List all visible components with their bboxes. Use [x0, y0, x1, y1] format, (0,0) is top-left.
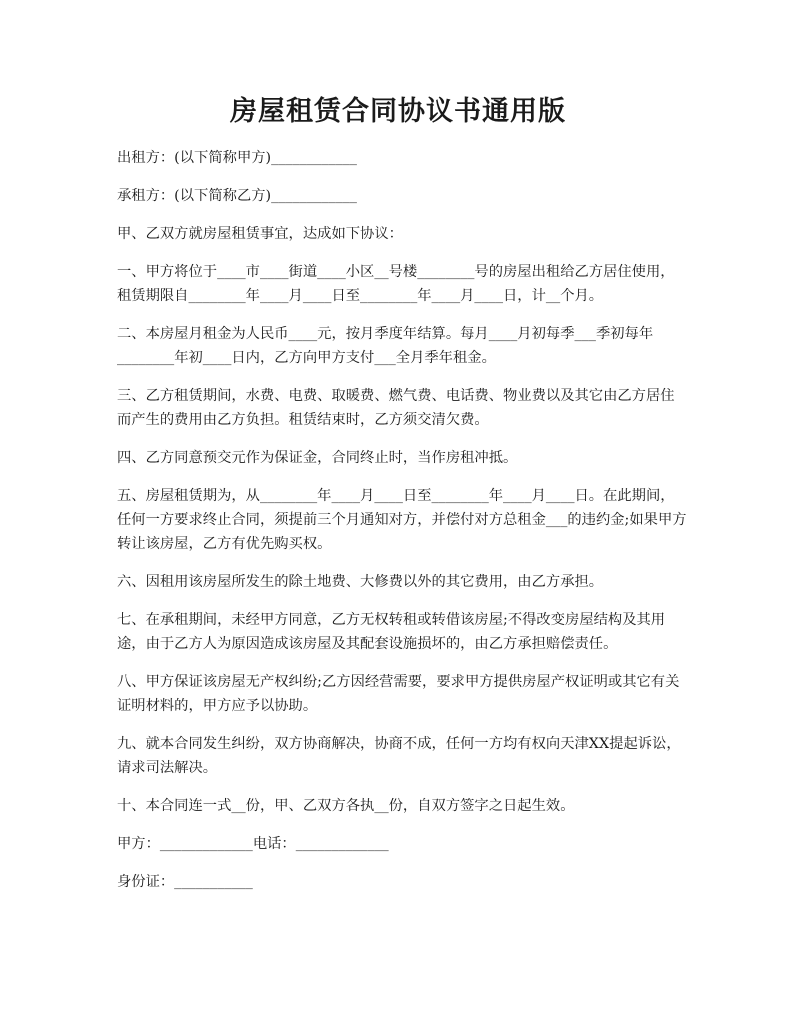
lessor-line: 出租方：(以下简称甲方)____________ — [117, 150, 357, 166]
clause-7: 七、在承租期间，未经甲方同意，乙方无权转租或转借该房屋;不得改变房屋结构及其用途，由于乙方人为原因造成该房屋及其配套设施损坏的，由乙方承担赔偿责任。 — [117, 612, 666, 652]
clause-10: 十、本合同连一式__份，甲、乙双方各执__份，自双方签字之日起生效。 — [117, 798, 575, 814]
clause-5: 五、房屋租赁期为，从________年____月____日至________年____月____日。在此期间，任何一方要求终止合同，须提前三个月通知对方，并偿付对方总租金___的违约金;如果甲方转让该房屋，乙方有优先购买权。 — [117, 488, 687, 552]
clause-1: 一、甲方将位于____市____街道____小区__号楼________号的房屋出租给乙方居住使用，租赁期限自________年____月____日至________年____月____日，计__个月。 — [117, 264, 675, 304]
document-body — [117, 146, 687, 908]
document-title: 房屋租赁合同协议书通用版 — [230, 96, 566, 127]
clause-8: 八、甲方保证该房屋无产权纠纷;乙方因经营需要，要求甲方提供房屋产权证明或其它有关证明材料的，甲方应予以协助。 — [117, 674, 680, 714]
clause-2: 二、本房屋月租金为人民币____元，按月季度年结算。每月____月初每季___季初每年________年初____日内，乙方向甲方支付___全月季年租金。 — [117, 326, 654, 366]
party-a-signature-line: 甲方：_____________电话：_____________ — [117, 836, 389, 852]
clause-4: 四、乙方同意预交元作为保证金，合同终止时，当作房租冲抵。 — [117, 450, 518, 466]
agreement-intro: 甲、乙双方就房屋租赁事宜，达成如下协议： — [117, 226, 403, 242]
clause-6: 六、因租用该房屋所发生的除土地费、大修费以外的其它费用，由乙方承担。 — [117, 574, 604, 590]
clause-3: 三、乙方租赁期间，水费、电费、取暖费、燃气费、电话费、物业费以及其它由乙方居住而产生的费用由乙方负担。租赁结束时，乙方须交清欠费。 — [117, 388, 675, 428]
clause-9: 九、就本合同发生纠纷，双方协商解决，协商不成，任何一方均有权向天津XX提起诉讼，请求司法解决。 — [117, 736, 681, 776]
id-card-line: 身份证：___________ — [117, 874, 253, 890]
lessee-line: 承租方：(以下简称乙方)____________ — [117, 188, 357, 204]
